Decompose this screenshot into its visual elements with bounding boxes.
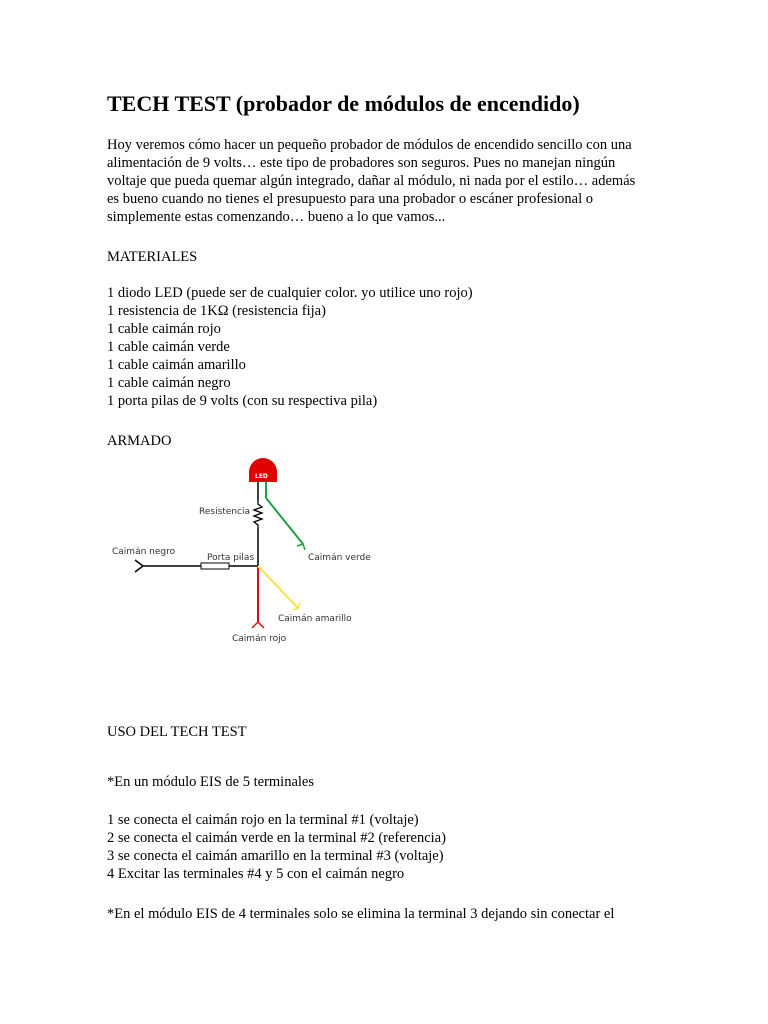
resistor	[254, 500, 262, 528]
document-page	[107, 90, 707, 922]
assembly-heading: ARMADO	[107, 433, 172, 449]
wiring-diagram-svg	[107, 448, 387, 648]
eis4-note: *En el módulo EIS de 4 terminales solo se elimina la terminal 3 dejando sin conectar el	[107, 906, 615, 922]
list-item: 1 cable caimán rojo	[107, 321, 221, 337]
led-label: LED	[255, 473, 268, 480]
black-label: Caimán negro	[112, 547, 176, 557]
battery-holder	[201, 563, 229, 569]
intro-line: voltaje que pueda quemar algún integrado, dañar al módulo, ni nada por el estilo… además	[107, 173, 636, 189]
battery-label: Porta pilas	[207, 553, 255, 563]
list-item: 1 diodo LED (puede ser de cualquier color. yo utilice uno rojo)	[107, 285, 473, 301]
yellow-label: Caimán amarillo	[278, 614, 352, 624]
usage-heading: USO DEL TECH TEST	[107, 724, 247, 740]
materials-heading: MATERIALES	[107, 249, 198, 265]
red-clip	[252, 622, 264, 628]
wiring-diagram	[107, 448, 387, 648]
list-item: 3 se conecta el caimán amarillo en la terminal #3 (voltaje)	[107, 848, 444, 864]
intro-line: Hoy veremos cómo hacer un pequeño probador de módulos de encendido sencillo con una	[107, 137, 632, 153]
green-wire	[266, 498, 303, 544]
yellow-wire	[258, 566, 298, 608]
list-item: 4 Excitar las terminales #4 y 5 con el caimán negro	[107, 866, 405, 882]
green-label: Caimán verde	[308, 553, 371, 563]
list-item: 1 se conecta el caimán rojo en la terminal #1 (voltaje)	[107, 812, 419, 828]
intro-line: alimentación de 9 volts… este tipo de probadores son seguros. Pues no manejan ningún	[107, 155, 616, 171]
list-item: 2 se conecta el caimán verde en la terminal #2 (referencia)	[107, 830, 446, 846]
usage-section	[107, 723, 707, 923]
list-item: 1 porta pilas de 9 volts (con su respectiva pila)	[107, 393, 378, 409]
green-clip	[297, 544, 305, 550]
eis5-heading: *En un módulo EIS de 5 terminales	[107, 774, 314, 790]
black-clip	[135, 560, 143, 572]
list-item: 1 resistencia de 1KΩ (resistencia fija)	[107, 303, 326, 319]
intro-line: simplemente estas comenzando… bueno a lo que vamos...	[107, 209, 446, 225]
list-item: 1 cable caimán verde	[107, 339, 230, 355]
list-item: 1 cable caimán negro	[107, 375, 231, 391]
steps-list	[107, 811, 707, 883]
intro-line: es bueno cuando no tienes el presupuesto para una probador o escáner profesional o	[107, 191, 593, 207]
resistor-label: Resistencia	[199, 507, 250, 517]
list-item: 1 cable caimán amarillo	[107, 357, 246, 373]
document-title: TECH TEST (probador de módulos de encendido)	[107, 91, 580, 116]
red-label: Caimán rojo	[232, 634, 287, 644]
materials-list	[107, 284, 707, 410]
intro-paragraph	[107, 136, 707, 226]
